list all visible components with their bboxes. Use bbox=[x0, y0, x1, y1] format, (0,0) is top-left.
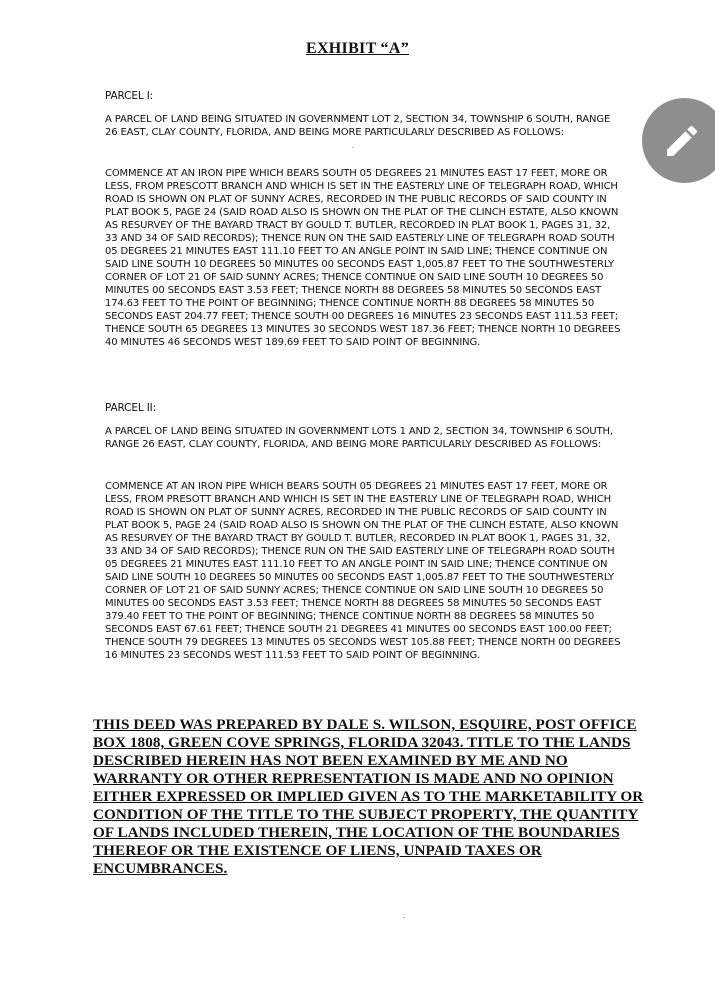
parcel-1-description: COMMENCE AT AN IRON PIPE WHICH BEARS SOUTH 05 DEGREES 21 MINUTES EAST 17 FEET, MORE OR LESS, FROM PRESCOTT BRANCH AND WHICH IS SET IN THE EASTERLY LINE OF TELEGRAPH ROAD, WHICH ROAD IS SHOWN ON PLAT OF SUNNY ACRES, RECORDED IN THE PUBLIC RECORDS OF SAID COUNTY IN PLAT BOOK 5, PAGE 24 (SAID ROAD ALSO IS SHOWN ON THE PLAT OF THE CLINCH ESTATE, ALSO KNOWN AS RESURVEY OF THE BAYARD TRACT BY GOULD T. BUTLER, RECORDED IN PLAT BOOK 1, PAGES 31, 32, 33 AND 34 OF SAID RECORDS); THENCE RUN ON THE SAID EASTERLY LINE OF TELEGRAPH ROAD SOUTH 05 DEGREES 21 MINUTES EAST 111.10 FEET TO AN ANGLE POINT IN SAID LINE; THENCE CONTINUE ON SAID LINE SOUTH 10 DEGREES 50 MINUTES 00 SECONDS EAST 1,005.87 FEET TO THE SOUTHWESTERLY CORNER OF LOT 21 OF SAID SUNNY ACRES; THENCE CONTINUE ON SAID LINE SOUTH 10 DEGREES 50 MINUTES 00 SECONDS EAST 3.53 FEET; THENCE NORTH 88 DEGREES 58 MINUTES 50 SECONDS EAST 174.63 FEET TO THE POINT OF BEGINNING; THENCE CONTINUE NORTH 88 DEGREES 58 MINUTES 50 SECONDS EAST 204.77 FEET; THENCE SOUTH 00 DEGREES 16 MINUTES 23 SECONDS EAST 111.53 FEET; THENCE SOUTH 65 DEGREES 13 MINUTES 30 SECONDS WEST 187.36 FEET; THENCE NORTH 10 DEGREES 40 MINUTES 46 SECONDS WEST 189.69 FEET TO SAID POINT OF BEGINNING. bbox=[105, 168, 621, 348]
parcel-2-description: COMMENCE AT AN IRON PIPE WHICH BEARS SOUTH 05 DEGREES 21 MINUTES EAST 17 FEET, MORE OR LESS, FROM PRESOTT BRANCH AND WHICH IS SET IN THE EASTERLY LINE OF TELEGRAPH ROAD, WHICH ROAD IS SHOWN ON PLAT OF SUNNY ACRES, RECORDED IN THE PUBLIC RECORDS OF SAID COUNTY IN PLAT BOOK 5, PAGE 24 (SAID ROAD ALSO IS SHOWN ON THE PLAT OF THE CLINCH ESTATE, ALSO KNOWN AS RESURVEY OF THE BAYARD TRACT BY GOULD T. BUTLER, RECORDED IN PLAT BOOK 1, PAGES 31, 32, 33 AND 34 OF SAID RECORDS); THENCE RUN ON THE SAID EASTERLY LINE OF TELEGRAPH ROAD SOUTH 05 DEGREES 21 MINUTES EAST 111.10 FEET TO AN ANGLE POINT IN SAID LINE; THENCE CONTINUE ON SAID LINE SOUTH 10 DEGREES 50 MINUTES 00 SECONDS EAST 1,005.87 FEET TO THE SOUTHWESTERLY CORNER OF LOT 21 OF SAID SUNNY ACRES; THENCE CONTINUE ON SAID LINE SOUTH 10 DEGREES 50 MINUTES 00 SECONDS EAST 3.53 FEET; THENCE NORTH 88 DEGREES 58 MINUTES 50 SECONDS EAST 379.40 FEET TO THE POINT OF BEGINNING; THENCE CONTINUE NORTH 88 DEGREES 58 MINUTES 50 SECONDS EAST 67.61 FEET; THENCE SOUTH 21 DEGREES 41 MINUTES 00 SECONDS EAST 100.00 FEET; THENCE SOUTH 79 DEGREES 13 MINUTES 05 SECONDS WEST 105.88 FEET; THENCE NORTH 00 DEGREES 16 MINUTES 23 SECONDS WEST 111.53 FEET TO SAID POINT OF BEGINNING. bbox=[105, 481, 621, 661]
pencil-icon bbox=[662, 121, 702, 161]
document-title: EXHIBIT “A” bbox=[305, 40, 410, 57]
preparer-disclaimer: THIS DEED WAS PREPARED BY DALE S. WILSON, ESQUIRE, POST OFFICE BOX 1808, GREEN COVE SPRINGS, FLORIDA 32043. TITLE TO THE LANDS DESCRIBED HEREIN HAS NOT BEEN EXAMINED BY ME AND NO WARRANTY OR OTHER REPRESENTATION IS MADE AND NO OPINION EITHER EXPRESSED OR IMPLIED GIVEN AS TO THE MARKETABILITY OR CONDITION OF THE TITLE TO THE SUBJECT PROPERTY, THE QUANTITY OF LANDS INCLUDED THEREIN, THE LOCATION OF THE BOUNDARIES THEREOF OR THE EXISTENCE OF LIENS, UNPAID TAXES OR ENCUMBRANCES. bbox=[93, 716, 644, 877]
edit-button[interactable] bbox=[642, 98, 715, 183]
parcel-2-intro: A PARCEL OF LAND BEING SITUATED IN GOVERNMENT LOTS 1 AND 2, SECTION 34, TOWNSHIP 6 SOUTH, RANGE 26 EAST, CLAY COUNTY, FLORIDA, AND BEING MORE PARTICULARLY DESCRIBED AS FOLLOWS: bbox=[105, 426, 613, 450]
parcel-1-heading: PARCEL I: bbox=[105, 90, 154, 102]
parcel-1-intro: A PARCEL OF LAND BEING SITUATED IN GOVERNMENT LOT 2, SECTION 34, TOWNSHIP 6 SOUTH, RANGE 26 EAST, CLAY COUNTY, FLORIDA, AND BEING MORE PARTICULARLY DESCRIBED AS FOLLOWS: bbox=[105, 114, 611, 138]
scan-speck bbox=[403, 917, 405, 918]
scan-speck bbox=[352, 147, 354, 148]
parcel-2-heading: PARCEL II: bbox=[105, 402, 157, 414]
